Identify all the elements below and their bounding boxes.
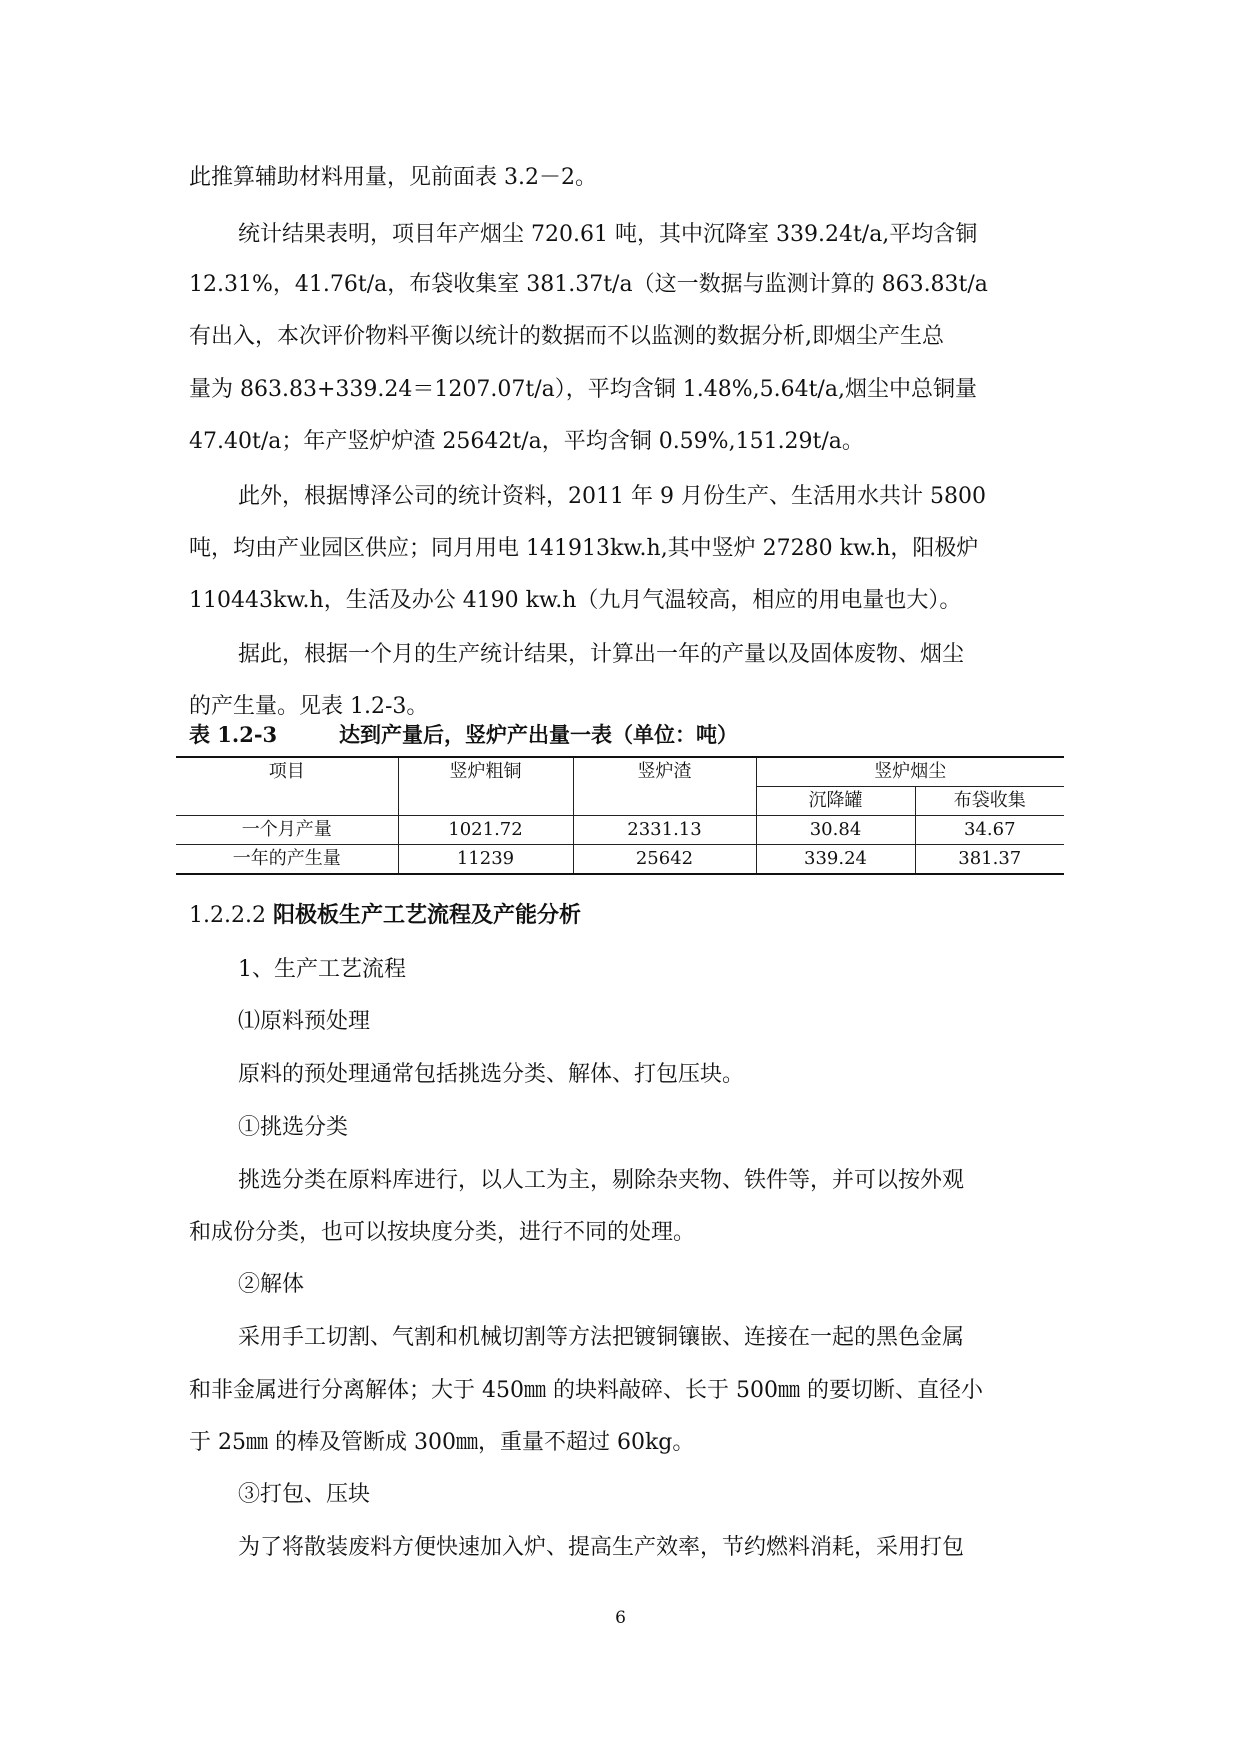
header-crude-copper: 竖炉粗铜 [398,757,573,816]
table-number: 表 1.2-3 [189,722,278,747]
paragraph-line: 和成份分类，也可以按块度分类，进行不同的处理。 [189,1220,696,1245]
paragraph-line: 12.31%，41.76t/a，布袋收集室 381.37t/a（这一数据与监测计算的 863.83t/a [189,272,988,297]
subheading: ①挑选分类 [238,1115,349,1140]
section-number: 1.2.2.2 [189,903,266,928]
paragraph-line: 挑选分类在原料库进行，以人工为主，剔除杂夹物、铁件等，并可以按外观 [238,1168,965,1193]
header-item: 项目 [176,757,398,816]
table-header-row [176,757,1064,787]
row-label: 一个月产量 [176,816,398,845]
cell-bag: 34.67 [915,816,1064,845]
table-caption [189,720,1059,750]
paragraph-line: 此推算辅助材料用量，见前面表 3.2－2。 [189,165,597,190]
paragraph-line: 统计结果表明，项目年产烟尘 720.61 吨，其中沉降室 339.24t/a,平均含铜 [238,222,978,247]
cell-slag: 2331.13 [573,816,756,845]
header-slag: 竖炉渣 [573,757,756,816]
header-bag-collection: 布袋收集 [915,787,1064,816]
section-heading [189,900,1241,931]
row-label: 一年的产生量 [176,845,398,875]
paragraph-line: 为了将散装废料方便快速加入炉、提高生产效率，节约燃料消耗，采用打包 [238,1535,965,1560]
cell-copper: 11239 [398,845,573,875]
paragraph-line: 据此，根据一个月的生产统计结果，计算出一年的产量以及固体废物、烟尘 [238,642,965,667]
subheading: ⑴原料预处理 [238,1009,371,1034]
cell-copper: 1021.72 [398,816,573,845]
paragraph-line: 此外，根据博泽公司的统计资料，2011 年 9 月份生产、生活用水共计 5800 [238,484,986,509]
table-row [176,816,1064,845]
section-title: 阳极板生产工艺流程及产能分析 [272,902,581,928]
cell-settling: 339.24 [756,845,915,875]
paragraph-line: 吨，均由产业园区供应；同月用电 141913kw.h,其中竖炉 27280 kw.h，阳极炉 [189,536,979,561]
paragraph-line: 量为 863.83+339.24＝1207.07t/a），平均含铜 1.48%,5.64t/a,烟尘中总铜量 [189,377,977,402]
paragraph-line: 有出入，本次评价物料平衡以统计的数据而不以监测的数据分析,即烟尘产生总 [189,324,944,349]
table-title: 达到产量后，竖炉产出量一表（单位：吨） [339,722,738,747]
header-settling-tank: 沉降罐 [756,787,915,816]
subheading: ③打包、压块 [238,1482,371,1507]
paragraph-line: 的产生量。见表 1.2-3。 [189,694,429,719]
page-number: 6 [615,1608,626,1628]
subheading: 1、生产工艺流程 [238,957,406,982]
subheading: ②解体 [238,1272,305,1297]
paragraph-line: 于 25㎜ 的棒及管断成 300㎜，重量不超过 60kg。 [189,1430,695,1455]
table-row [176,845,1064,875]
header-dust: 竖炉烟尘 [756,757,1064,787]
cell-settling: 30.84 [756,816,915,845]
paragraph-line: 和非金属进行分离解体；大于 450㎜ 的块料敲碎、长于 500㎜ 的要切断、直径小 [189,1378,983,1403]
paragraph-line: 47.40t/a；年产竖炉炉渣 25642t/a，平均含铜 0.59%,151.29t/a。 [189,429,864,454]
paragraph-line: 110443kw.h，生活及办公 4190 kw.h（九月气温较高，相应的用电量也大）。 [189,588,962,613]
output-table [176,756,1064,875]
paragraph-line: 原料的预处理通常包括挑选分类、解体、打包压块。 [238,1062,745,1087]
cell-bag: 381.37 [915,845,1064,875]
cell-slag: 25642 [573,845,756,875]
paragraph-line: 采用手工切割、气割和机械切割等方法把镀铜镶嵌、连接在一起的黑色金属 [238,1325,965,1350]
